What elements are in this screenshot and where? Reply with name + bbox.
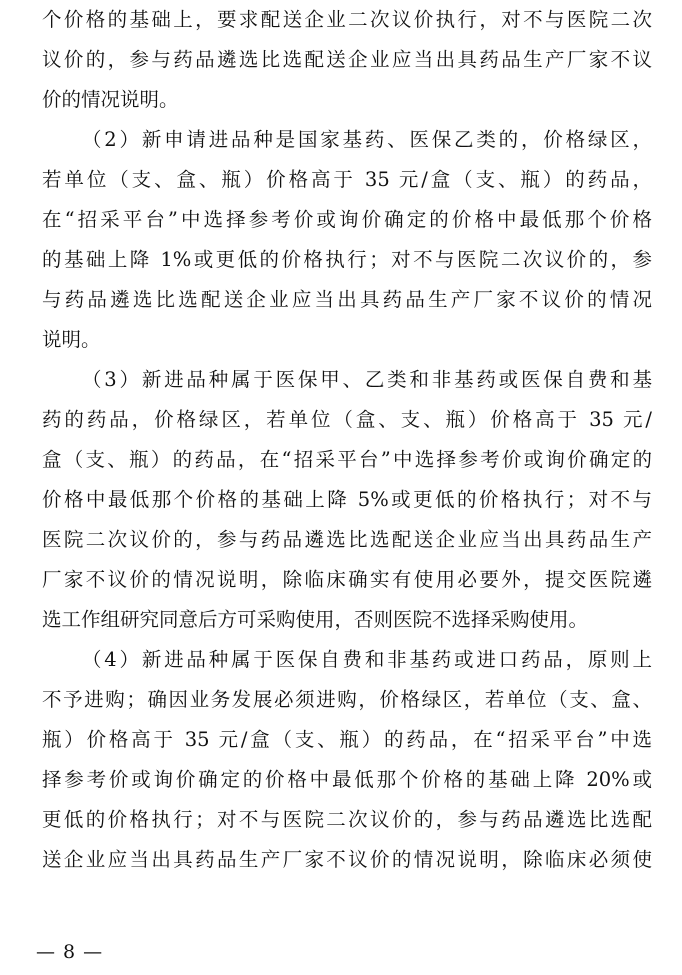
- text-line: 不予进购；确因业务发展必须进购，价格绿区，若单位（支、盒、: [42, 688, 652, 711]
- text-line: 的基础上降 1%或更低的价格执行；对不与医院二次议价的，参: [42, 248, 652, 271]
- text-line: 瓶）价格高于 35 元/盒（支、瓶）的药品，在“招采平台”中选: [42, 728, 652, 751]
- text-line: 更低的价格执行；对不与医院二次议价的，参与药品遴选比选配: [42, 808, 652, 831]
- text-line: 送企业应当出具药品生产厂家不议价的情况说明，除临床必须使: [42, 848, 652, 871]
- text-line: 议价的，参与药品遴选比选配送企业应当出具药品生产厂家不议: [42, 48, 652, 71]
- text-line: 厂家不议价的情况说明，除临床确实有使用必要外，提交医院遴: [42, 568, 652, 591]
- text-line: 说明。: [42, 328, 101, 351]
- text-line: 择参考价或询价确定的价格中最低那个价格的基础上降 20%或: [42, 768, 652, 791]
- paragraph-4-start: （4）新进品种属于医保自费和非基药或进口药品，原则上: [82, 648, 652, 671]
- text-line: 价格中最低那个价格的基础上降 5%或更低的价格执行；对不与: [42, 488, 652, 511]
- text-line: 价的情况说明。: [42, 88, 179, 111]
- text-line: 若单位（支、盒、瓶）价格高于 35 元/盒（支、瓶）的药品，: [42, 168, 652, 191]
- text-line: 医院二次议价的，参与药品遴选比选配送企业应当出具药品生产: [42, 528, 652, 551]
- paragraph-2-start: （2）新申请进品种是国家基药、医保乙类的，价格绿区，: [82, 128, 652, 151]
- text-line: 选工作组研究同意后方可采购使用，否则医院不选择采购使用。: [42, 608, 589, 631]
- text-line: 盒（支、瓶）的药品，在“招采平台”中选择参考价或询价确定的: [42, 448, 652, 471]
- page-number: — 8 —: [36, 941, 104, 963]
- text-line: 在“招采平台”中选择参考价或询价确定的价格中最低那个价格: [42, 208, 652, 231]
- text-line: 个价格的基础上，要求配送企业二次议价执行，对不与医院二次: [42, 8, 652, 31]
- text-line: 药的药品，价格绿区，若单位（盒、支、瓶）价格高于 35 元/: [42, 408, 652, 431]
- text-line: 与药品遴选比选配送企业应当出具药品生产厂家不议价的情况: [42, 288, 652, 311]
- paragraph-3-start: （3）新进品种属于医保甲、乙类和非基药或医保自费和基: [82, 368, 652, 391]
